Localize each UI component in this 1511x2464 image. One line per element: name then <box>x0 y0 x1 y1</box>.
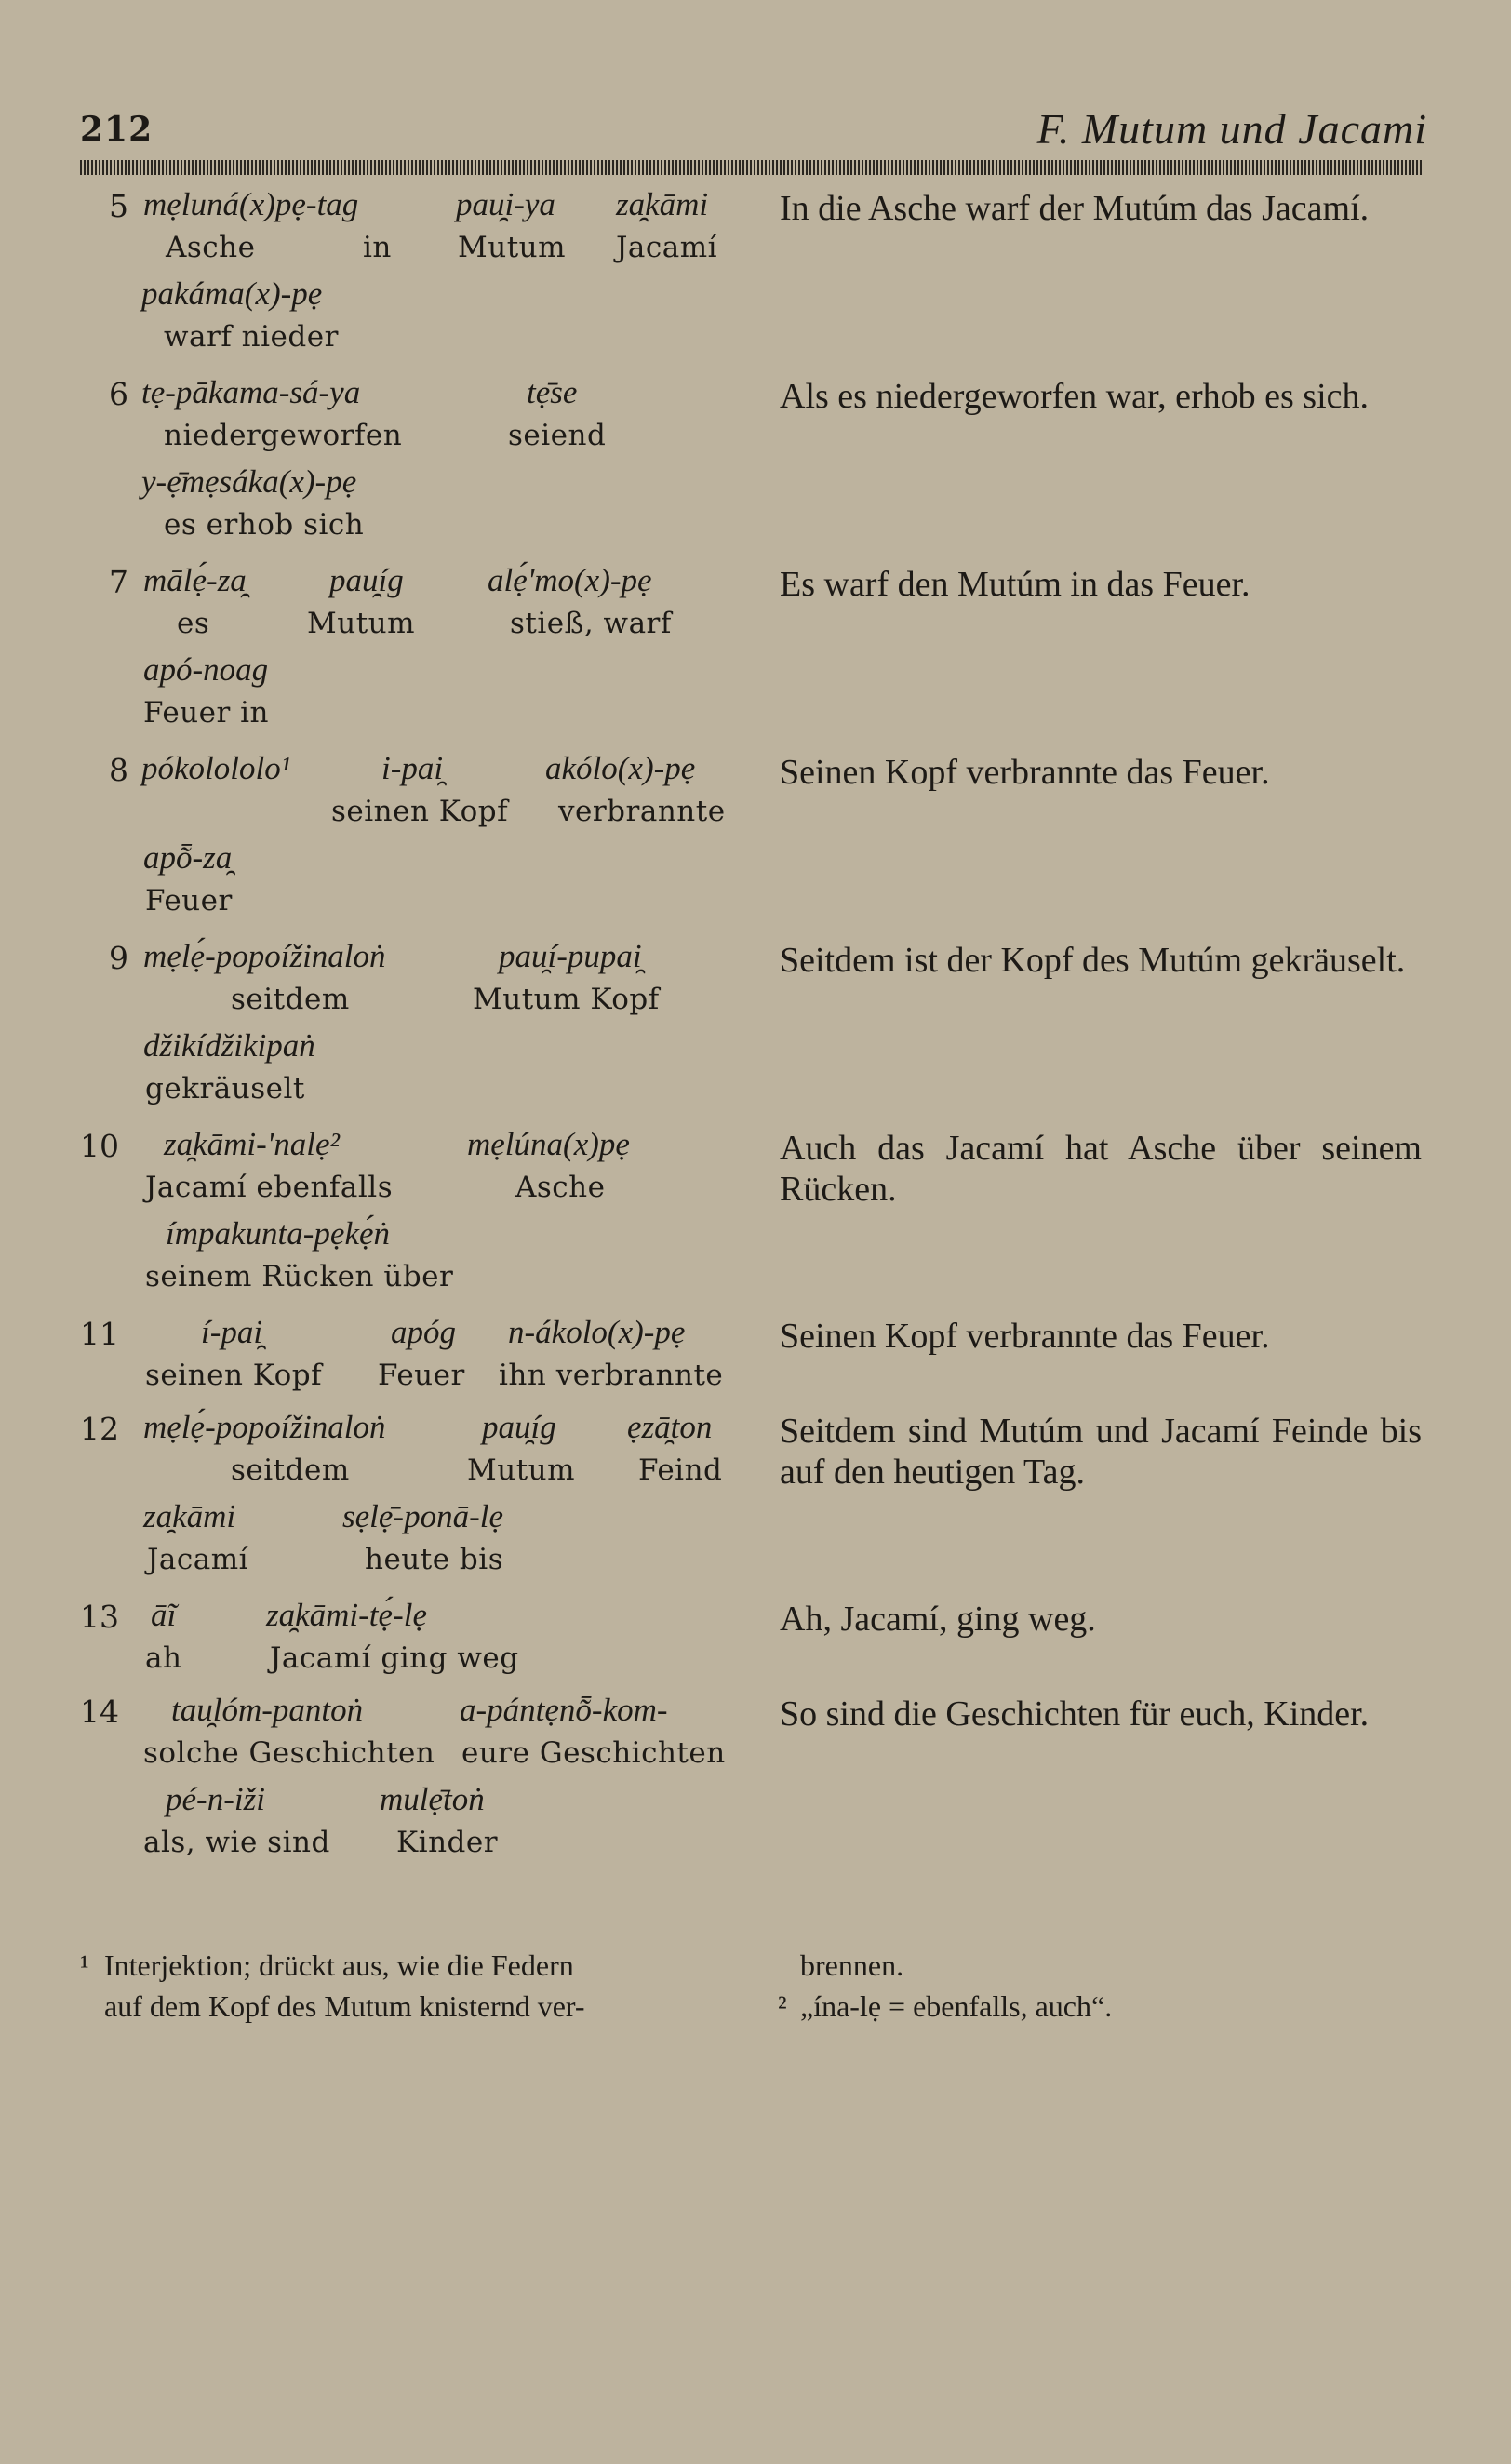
footnote-2-text: „ína-lẹ = ebenfalls, auch“. <box>800 1989 1113 2023</box>
native-word: pakáma(x)-pẹ <box>141 275 323 312</box>
line-number: 9 <box>109 940 128 976</box>
native-word: mẹluná(x)pẹ-tag <box>143 186 359 222</box>
native-word: sẹlẹ̄-ponā-lẹ <box>342 1498 503 1534</box>
running-title: F. Mutum und Jacami <box>1036 105 1427 153</box>
native-word: džikídžikipaṅ <box>143 1027 315 1064</box>
footnote-2-mark: ² <box>778 1989 787 2023</box>
gloss: seiend <box>508 419 607 452</box>
gloss: Feuer <box>145 884 233 917</box>
native-word: apó-noag <box>143 651 269 688</box>
translation: So sind die Geschichten für euch, Kinder. <box>780 1694 1370 1734</box>
native-word: a-pántẹnȭ-kom- <box>460 1692 668 1728</box>
line-number: 12 <box>80 1411 119 1447</box>
native-word: n-ákolo(x)-pẹ <box>508 1314 686 1350</box>
native-word: āĩ <box>151 1597 177 1633</box>
gloss: Asche <box>166 231 256 264</box>
gloss: Feuer <box>378 1359 465 1392</box>
gloss: seitdem <box>231 983 350 1016</box>
gloss: Mutum <box>307 607 416 640</box>
native-word: mẹlẹ́-popoížinaloṅ <box>143 1409 386 1445</box>
native-word: i-pai̯ <box>381 750 444 786</box>
footnote-1-line: auf dem Kopf des Mutum knisternd ver- <box>104 1989 585 2023</box>
line-number: 14 <box>80 1694 119 1730</box>
gloss: Feind <box>638 1453 723 1487</box>
native-word: tẹ-pākama-sá-ya <box>141 374 361 410</box>
page-number: 212 <box>80 110 154 149</box>
gloss: solche Geschichten <box>143 1736 435 1770</box>
native-word: mālẹ́-za̯ <box>143 562 247 598</box>
line-number: 7 <box>109 564 128 600</box>
gloss: ihn verbrannte <box>499 1359 724 1392</box>
translation: Ah, Jacamí, ging weg. <box>780 1600 1096 1639</box>
gloss: heute bis <box>365 1543 504 1576</box>
translation: Auch das Jacamí hat Asche über seinem Rücken. <box>780 1129 1422 1209</box>
native-word: alẹ́'mo(x)-pẹ <box>488 562 652 598</box>
gloss: Jacamí ging weg <box>270 1641 519 1675</box>
line-number: 10 <box>80 1128 119 1164</box>
gloss: seitdem <box>231 1453 350 1487</box>
line-number: 5 <box>109 188 128 224</box>
gloss: gekräuselt <box>145 1072 305 1105</box>
native-word: za̯kāmi-'nalẹ² <box>164 1126 341 1162</box>
native-word: pau̯í-pupai̯ <box>499 938 642 974</box>
native-word: apȭ-za̯ <box>143 839 233 876</box>
gloss: seinen Kopf <box>145 1359 323 1392</box>
footnote-1-line: brennen. <box>800 1948 904 1982</box>
gloss: Kinder <box>396 1826 499 1859</box>
line-number: 11 <box>80 1316 119 1352</box>
gloss: Mutum <box>458 231 567 264</box>
native-word: za̯kāmi <box>616 186 709 222</box>
line-number: 6 <box>109 376 128 412</box>
gloss: verbrannte <box>558 795 726 828</box>
gloss: warf nieder <box>164 320 339 354</box>
gloss: Asche <box>515 1171 606 1204</box>
native-word: apóg <box>391 1314 456 1350</box>
gloss: es erhob sich <box>164 508 365 542</box>
header-rule <box>80 160 1422 175</box>
native-word: y-ẹ̄mẹsáka(x)-pẹ <box>141 463 357 500</box>
line-number: 13 <box>80 1599 119 1635</box>
translation: In die Asche warf der Mutúm das Jacamí. <box>780 189 1370 228</box>
gloss: es <box>177 607 210 640</box>
translation: Als es niedergeworfen war, erhob es sich. <box>780 377 1370 416</box>
native-word: pau̯i-ya <box>456 186 555 222</box>
translation: Seitdem ist der Kopf des Mutúm gekräuselt. <box>780 941 1406 980</box>
native-word: akólo(x)-pẹ <box>545 750 696 786</box>
gloss: eure Geschichten <box>461 1736 726 1770</box>
gloss: in <box>363 231 392 264</box>
translation: Seinen Kopf verbrannte das Feuer. <box>780 1317 1270 1356</box>
gloss: ah <box>145 1641 182 1675</box>
native-word: za̯kāmi-tẹ́-lẹ <box>266 1597 427 1633</box>
native-word: pau̯íg <box>329 562 404 598</box>
gloss: als, wie sind <box>143 1826 330 1859</box>
translation: Seinen Kopf verbrannte das Feuer. <box>780 753 1270 792</box>
gloss: seinen Kopf <box>331 795 509 828</box>
native-word: tẹ̄se <box>527 374 578 410</box>
native-word: za̯kāmi <box>143 1498 236 1534</box>
native-word: mẹlẹ́-popoížinaloṅ <box>143 938 386 974</box>
gloss: Mutum <box>467 1453 576 1487</box>
gloss: stieß, warf <box>510 607 672 640</box>
native-word: í-pai̯ <box>201 1314 263 1350</box>
native-word: pé-n-iži <box>166 1781 265 1817</box>
translation: Seitdem sind Mutúm und Jacamí Feinde bis auf den heutigen Tag. <box>780 1412 1422 1492</box>
native-word: pókolololo¹ <box>141 750 291 786</box>
gloss: Feuer in <box>143 696 270 730</box>
gloss: Jacamí <box>147 1543 249 1576</box>
native-word: tau̯lóm-pantoṅ <box>171 1692 364 1728</box>
translation: Es warf den Mutúm in das Feuer. <box>780 565 1250 604</box>
footnote-1-line: Interjektion; drückt aus, wie die Federn <box>104 1948 574 1982</box>
gloss: seinem Rücken über <box>145 1260 454 1293</box>
native-word: mulẹ̄toṅ <box>380 1781 485 1817</box>
gloss: niedergeworfen <box>164 419 403 452</box>
line-number: 8 <box>109 752 128 788</box>
gloss: Jacamí <box>616 231 718 264</box>
native-word: ẹzā̯ton <box>627 1409 713 1445</box>
footnote-1-mark: ¹ <box>80 1948 89 1982</box>
native-word: ímpakunta-pẹkẹ́ṅ <box>166 1215 391 1252</box>
gloss: Mutum Kopf <box>473 983 660 1016</box>
gloss: Jacamí ebenfalls <box>145 1171 394 1204</box>
native-word: mẹlúna(x)pẹ <box>467 1126 630 1162</box>
native-word: pau̯íg <box>482 1409 556 1445</box>
